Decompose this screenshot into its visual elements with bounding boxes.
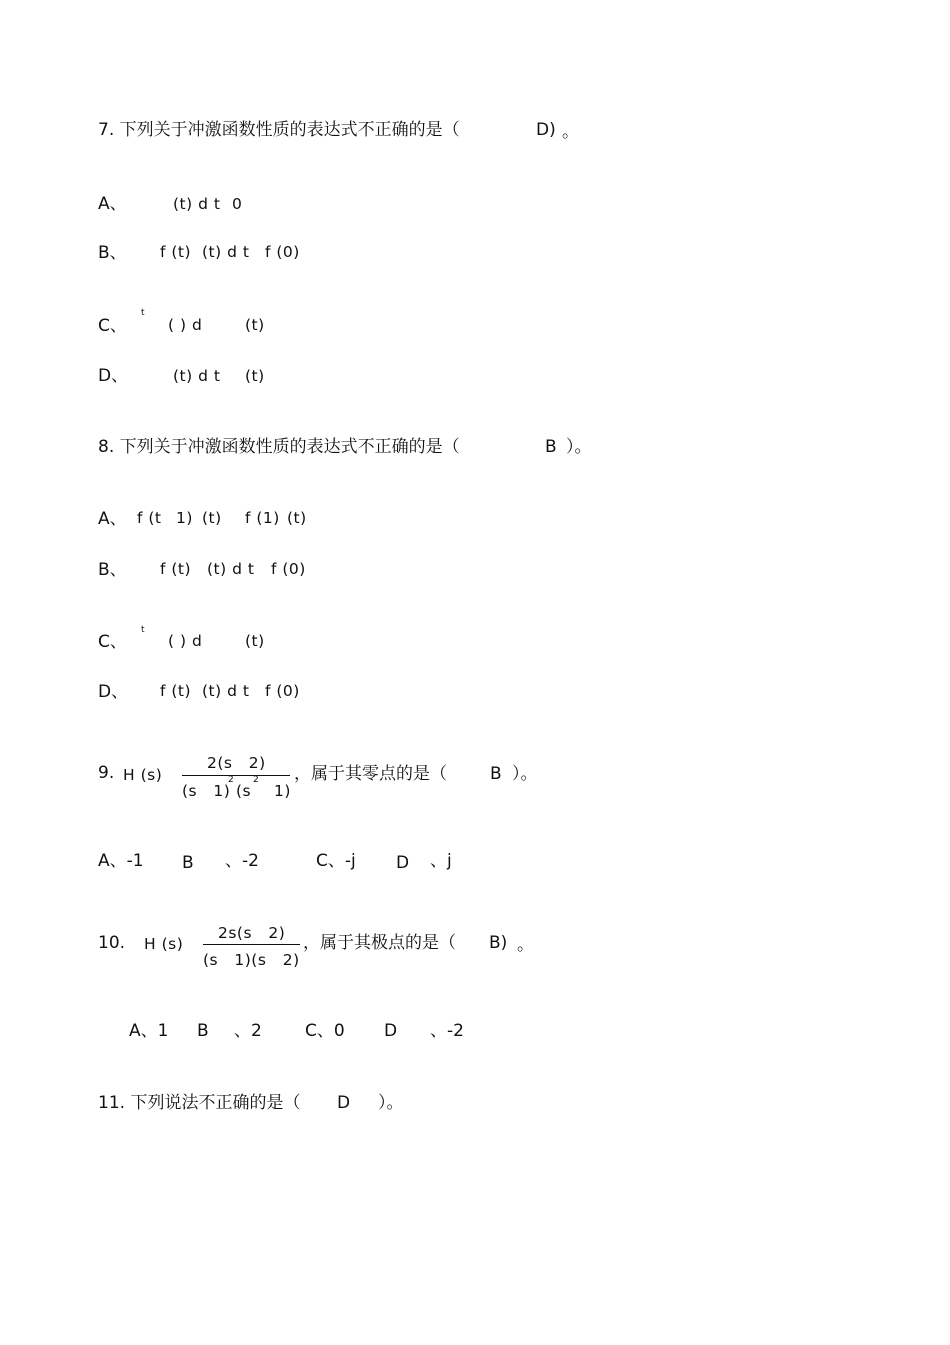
q10-transfer-function-lhs: H (s) (144, 935, 184, 953)
q11-answer: D (337, 1093, 351, 1113)
q8-option-b-expr-1: f (t) (160, 560, 192, 578)
q8-option-a-expr-1: f (t (137, 509, 162, 527)
q7-option-b-label: B、 (98, 243, 127, 263)
q9-denominator-exp-2: 2 (253, 775, 259, 785)
q10-end: 。 (517, 935, 534, 955)
q9-option-d-label: D (396, 853, 410, 873)
q8-end: ）。 (566, 437, 592, 457)
q10-denominator: (s 1)(s 2) (203, 951, 300, 969)
q10-option-b-value: 、2 (234, 1021, 262, 1041)
q7-end: 。 (562, 122, 579, 142)
q9-denominator-1: (s 1) (182, 782, 231, 800)
q8-option-d-expr-2: (t) d t (202, 682, 250, 700)
q9-fraction-bar (182, 775, 290, 776)
q7-option-d-expr: (t) d t (173, 367, 221, 385)
q8-option-c-integral-limit: t (141, 625, 145, 635)
q11-stem: 11. 下列说法不正确的是（ (98, 1093, 301, 1113)
q7-option-a-rhs: 0 (232, 195, 243, 213)
q8-option-b-label: B、 (98, 560, 127, 580)
q9-option-c: C、-j (316, 851, 356, 871)
q9-transfer-function-lhs: H (s) (123, 766, 163, 784)
q10-option-d-value: 、-2 (430, 1021, 464, 1041)
q7-option-d-rhs: (t) (245, 367, 265, 385)
q8-option-d-rhs: f (0) (265, 682, 300, 700)
q7-option-c-expr: ( ) d (168, 316, 203, 334)
q8-option-a-label: A、 (98, 509, 127, 529)
q9-option-b-label: B (182, 853, 194, 873)
q9-option-a: A、-1 (98, 851, 144, 871)
q10-stem: ，属于其极点的是（ (303, 933, 456, 953)
q7-option-d-label: D、 (98, 366, 129, 386)
q10-number: 10. (98, 933, 126, 953)
q9-answer: B (490, 764, 502, 784)
q8-option-d-label: D、 (98, 682, 129, 702)
q8-option-a-expr-4: f (1) (245, 509, 280, 527)
q8-option-a-expr-5: (t) (287, 509, 307, 527)
q9-end: ）。 (512, 764, 538, 784)
q8-option-b-expr-2: (t) d t (207, 560, 255, 578)
q9-denominator-exp-1: 2 (228, 775, 234, 785)
q8-option-a-expr-2: 1) (176, 509, 193, 527)
q10-option-b-label: B (197, 1021, 209, 1041)
q8-option-c-rhs: (t) (245, 632, 265, 650)
q8-option-c-expr: ( ) d (168, 632, 203, 650)
q8-option-a-expr-3: (t) (202, 509, 222, 527)
q7-answer: D) (536, 120, 556, 140)
q9-numerator: 2(s 2) (207, 754, 266, 772)
q9-option-d-value: 、j (430, 851, 452, 871)
q10-option-c: C、0 (305, 1021, 345, 1041)
q7-stem: 7. 下列关于冲激函数性质的表达式不正确的是（ (98, 120, 460, 140)
q9-number: 9. (98, 763, 115, 783)
q7-option-b-rhs: f (0) (265, 243, 300, 261)
q10-option-a: A、1 (129, 1021, 169, 1041)
q7-option-b-expr-2: (t) d t (202, 243, 250, 261)
q7-option-a-expr: (t) d t (173, 195, 221, 213)
q8-answer: B (545, 437, 557, 457)
q9-denominator-3: 1) (274, 782, 291, 800)
q11-end: ）。 (378, 1093, 404, 1113)
q7-option-c-integral-limit: t (141, 308, 145, 318)
q8-option-c-label: C、 (98, 632, 127, 652)
q7-option-c-rhs: (t) (245, 316, 265, 334)
q8-option-b-rhs: f (0) (271, 560, 306, 578)
q10-numerator: 2s(s 2) (218, 924, 286, 942)
q9-option-b-value: 、-2 (225, 851, 259, 871)
q10-answer: B) (489, 933, 508, 953)
q7-option-a-label: A、 (98, 194, 127, 214)
q10-option-d-label: D (384, 1021, 398, 1041)
q9-denominator-2: (s (236, 782, 252, 800)
q8-option-d-expr-1: f (t) (160, 682, 192, 700)
q8-stem: 8. 下列关于冲激函数性质的表达式不正确的是（ (98, 437, 460, 457)
q7-option-c-label: C、 (98, 316, 127, 336)
q7-option-b-expr-1: f (t) (160, 243, 192, 261)
q9-stem: ，属于其零点的是（ (294, 764, 447, 784)
q10-fraction-bar (203, 944, 300, 945)
